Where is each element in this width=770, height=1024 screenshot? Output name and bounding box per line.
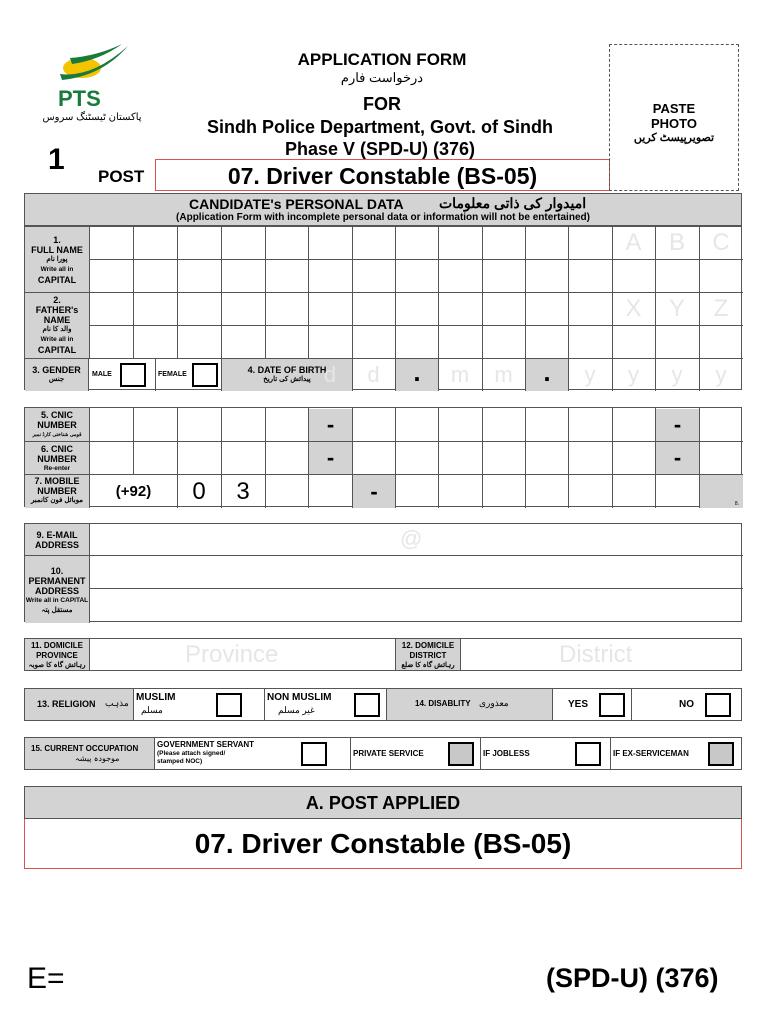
cnic-urdu: قومی شناختی کارڈ نمبر bbox=[32, 432, 82, 438]
email-input[interactable] bbox=[90, 524, 743, 555]
cnic-dash1: - bbox=[309, 409, 352, 441]
district-label1: 12. DOMICILE bbox=[401, 641, 455, 650]
address-input-2[interactable] bbox=[90, 589, 743, 623]
pts-logo bbox=[52, 44, 132, 114]
email-label2: ADDRESS bbox=[34, 540, 79, 550]
full-name-num: 1. bbox=[53, 235, 61, 245]
gov-servant-checkbox[interactable] bbox=[301, 742, 327, 766]
gender-urdu: جنس bbox=[48, 376, 65, 383]
gov-note2: stamped NOC) bbox=[157, 758, 203, 765]
mobile-digit-0: 0 bbox=[192, 478, 206, 505]
personal-data-title-urdu: امیدوار کی ذاتی معلومات bbox=[439, 195, 587, 211]
dob-y4[interactable]: y bbox=[715, 362, 727, 387]
yes-label: YES bbox=[568, 699, 589, 710]
dob-m1[interactable]: m bbox=[450, 362, 470, 387]
private-service-checkbox[interactable] bbox=[448, 742, 474, 766]
dob-sep1: . bbox=[396, 359, 438, 391]
gender-label-text: 3. GENDER bbox=[32, 365, 81, 375]
form-number: 1 bbox=[48, 143, 65, 176]
domicile-input[interactable] bbox=[90, 639, 395, 670]
ex-serviceman-checkbox[interactable] bbox=[708, 742, 734, 766]
cnic2-dash2: - bbox=[656, 442, 699, 474]
email-label bbox=[25, 524, 89, 555]
cnic2-label2: NUMBER bbox=[37, 454, 77, 464]
photo-line1: PASTE bbox=[652, 101, 696, 116]
photo-urdu: تصویرپیسٹ کریں bbox=[633, 132, 715, 144]
address-l2: ADDRESS bbox=[34, 586, 79, 596]
district-label bbox=[395, 639, 461, 670]
email-address-grid bbox=[24, 523, 742, 622]
address-urdu: مستقل پتہ bbox=[41, 607, 73, 614]
for-label: FOR bbox=[363, 94, 401, 114]
department: Sindh Police Department, Govt. of Sindh bbox=[206, 117, 554, 137]
address-num: 10. bbox=[50, 566, 64, 576]
logo-text: PTS bbox=[58, 86, 101, 111]
father-l2: NAME bbox=[43, 315, 71, 325]
full-name-urdu: پورا نام bbox=[46, 256, 68, 263]
footer-left: E= bbox=[27, 962, 65, 995]
religion-urdu: مذہب bbox=[105, 698, 129, 708]
mobile-label2: NUMBER bbox=[37, 486, 77, 496]
personal-data-title: CANDIDATE's PERSONAL DATA bbox=[189, 196, 404, 212]
muslim-checkbox[interactable] bbox=[216, 693, 242, 717]
dob-y3[interactable]: y bbox=[671, 362, 683, 387]
dob-urdu: پیدائش کی تاریخ bbox=[263, 376, 311, 383]
dob-y1[interactable]: y bbox=[584, 362, 596, 387]
district-urdu: رہائش گاہ کا ضلع bbox=[401, 662, 455, 669]
cnic2-label bbox=[25, 442, 89, 474]
district-ghost: District bbox=[559, 641, 633, 668]
religion-label bbox=[25, 689, 134, 720]
mobile-urdu: موبائل فون کانمبر bbox=[30, 497, 84, 504]
ghost-z: Z bbox=[713, 295, 729, 322]
mobile-label1: 7. MOBILE bbox=[34, 476, 80, 486]
address-label bbox=[25, 556, 89, 623]
name-grid bbox=[24, 226, 742, 390]
dob-d1[interactable]: d bbox=[323, 362, 337, 387]
occupation-row bbox=[24, 737, 742, 770]
dob-d2[interactable]: d bbox=[367, 362, 380, 387]
post-applied-value[interactable]: 07. Driver Constable (BS-05) bbox=[24, 819, 742, 869]
cnic-label1: 5. CNIC bbox=[40, 410, 73, 420]
gender-label bbox=[25, 359, 89, 391]
father-l1: FATHER's bbox=[35, 305, 79, 315]
ghost-a: A bbox=[625, 229, 642, 256]
nonmuslim-label: NON MUSLIM bbox=[267, 692, 332, 703]
religion-label-text: 13. RELIGION bbox=[37, 699, 96, 709]
post-label: POST bbox=[98, 167, 145, 186]
father-num: 2. bbox=[53, 295, 61, 305]
post-applied-header: A. POST APPLIED bbox=[24, 786, 742, 819]
ghost-y: Y bbox=[668, 295, 685, 322]
ex-serviceman-label: IF EX-SERVICEMAN bbox=[613, 749, 689, 758]
no-label: NO bbox=[679, 699, 694, 710]
full-name-small: Write all in bbox=[40, 266, 74, 273]
disability-label bbox=[386, 689, 553, 720]
logo-urdu: پاکستان ٹیسٹنگ سروس bbox=[42, 112, 142, 123]
address-input-1[interactable] bbox=[90, 556, 743, 588]
mobile-end-cell bbox=[700, 475, 743, 508]
no-checkbox[interactable] bbox=[705, 693, 731, 717]
district-input[interactable] bbox=[461, 639, 743, 670]
occupation-label-text: 15. CURRENT OCCUPATION bbox=[31, 744, 139, 753]
cnic2-small: Re-enter bbox=[43, 465, 71, 472]
mobile-code: (+92) bbox=[115, 483, 152, 500]
father-urdu: والد کا نام bbox=[42, 326, 72, 333]
form-title: APPLICATION FORM bbox=[297, 50, 467, 69]
female-checkbox[interactable] bbox=[192, 363, 218, 387]
cnic-label2: NUMBER bbox=[37, 420, 77, 430]
district-label2: DISTRICT bbox=[409, 651, 447, 660]
cnic-label bbox=[25, 408, 89, 441]
form-title-urdu: درخواست فارم bbox=[340, 70, 424, 85]
nonmuslim-urdu: غیر مسلم bbox=[278, 705, 315, 715]
private-service-label: PRIVATE SERVICE bbox=[353, 749, 424, 758]
religion-row bbox=[24, 688, 742, 721]
domicile-urdu: رہائش گاہ کا صوبہ bbox=[28, 662, 86, 669]
photo-line2: PHOTO bbox=[651, 116, 697, 131]
domicile-label1: 11. DOMICILE bbox=[30, 641, 83, 650]
occupation-urdu: موجودہ پیشہ bbox=[75, 754, 120, 763]
mobile-digit-3: 3 bbox=[236, 478, 250, 505]
occupation-label bbox=[25, 738, 155, 769]
disability-urdu: معذوری bbox=[479, 698, 509, 708]
address-l1: PERMANENT bbox=[28, 576, 86, 586]
domicile-ghost: Province bbox=[185, 641, 279, 668]
cnic2-dash1: - bbox=[309, 442, 352, 474]
male-label: MALE bbox=[92, 371, 112, 378]
dob-m2[interactable]: m bbox=[494, 362, 513, 387]
father-l3: CAPITAL bbox=[37, 345, 77, 355]
dob-y2[interactable]: y bbox=[628, 362, 639, 387]
domicile-label bbox=[25, 639, 90, 670]
email-label1: 9. E-MAIL bbox=[36, 530, 78, 540]
cnic2-label1: 6. CNIC bbox=[40, 444, 73, 454]
father-name-label bbox=[25, 293, 89, 358]
jobless-label: IF JOBLESS bbox=[483, 749, 530, 758]
full-name-label bbox=[25, 227, 89, 292]
female-label: FEMALE bbox=[158, 371, 187, 378]
father-small: Write all in bbox=[40, 336, 74, 343]
ghost-c: C bbox=[712, 229, 730, 256]
gov-note1: (Please attach signed/ bbox=[157, 750, 226, 757]
cnic-grid bbox=[24, 407, 742, 507]
dob-sep2: . bbox=[526, 359, 568, 391]
nonmuslim-checkbox[interactable] bbox=[354, 693, 380, 717]
photo-box[interactable] bbox=[609, 44, 739, 191]
ghost-b: B bbox=[668, 229, 685, 256]
personal-data-note: (Application Form with incomplete personal data or information will not be entertained) bbox=[176, 212, 590, 223]
domicile-row bbox=[24, 638, 742, 671]
full-name-l2: CAPITAL bbox=[37, 275, 77, 285]
address-small: Write all in CAPITAL bbox=[25, 597, 89, 604]
ghost-x: X bbox=[625, 295, 642, 322]
mobile-tiny-label: 8. bbox=[734, 501, 739, 507]
dob-label-text: 4. DATE OF BIRTH bbox=[247, 365, 327, 375]
cnic-dash2: - bbox=[656, 409, 699, 441]
post-value[interactable]: 07. Driver Constable (BS-05) bbox=[155, 159, 610, 191]
footer-right: (SPD-U) (376) bbox=[546, 963, 719, 993]
personal-data-header bbox=[24, 193, 742, 226]
mobile-dash: - bbox=[353, 475, 395, 508]
muslim-urdu: مسلم bbox=[141, 705, 163, 715]
email-at: @ bbox=[400, 526, 423, 551]
gov-servant-label: GOVERNMENT SERVANT bbox=[157, 740, 255, 749]
domicile-label2: PROVINCE bbox=[36, 651, 78, 660]
full-name-l1: FULL NAME bbox=[31, 245, 83, 255]
mobile-label bbox=[25, 475, 89, 508]
jobless-checkbox[interactable] bbox=[575, 742, 601, 766]
phase: Phase V (SPD-U) (376) bbox=[284, 139, 476, 159]
disability-label-text: 14. DISABLITY bbox=[415, 699, 471, 708]
muslim-label: MUSLIM bbox=[136, 692, 176, 703]
male-checkbox[interactable] bbox=[120, 363, 146, 387]
yes-checkbox[interactable] bbox=[599, 693, 625, 717]
